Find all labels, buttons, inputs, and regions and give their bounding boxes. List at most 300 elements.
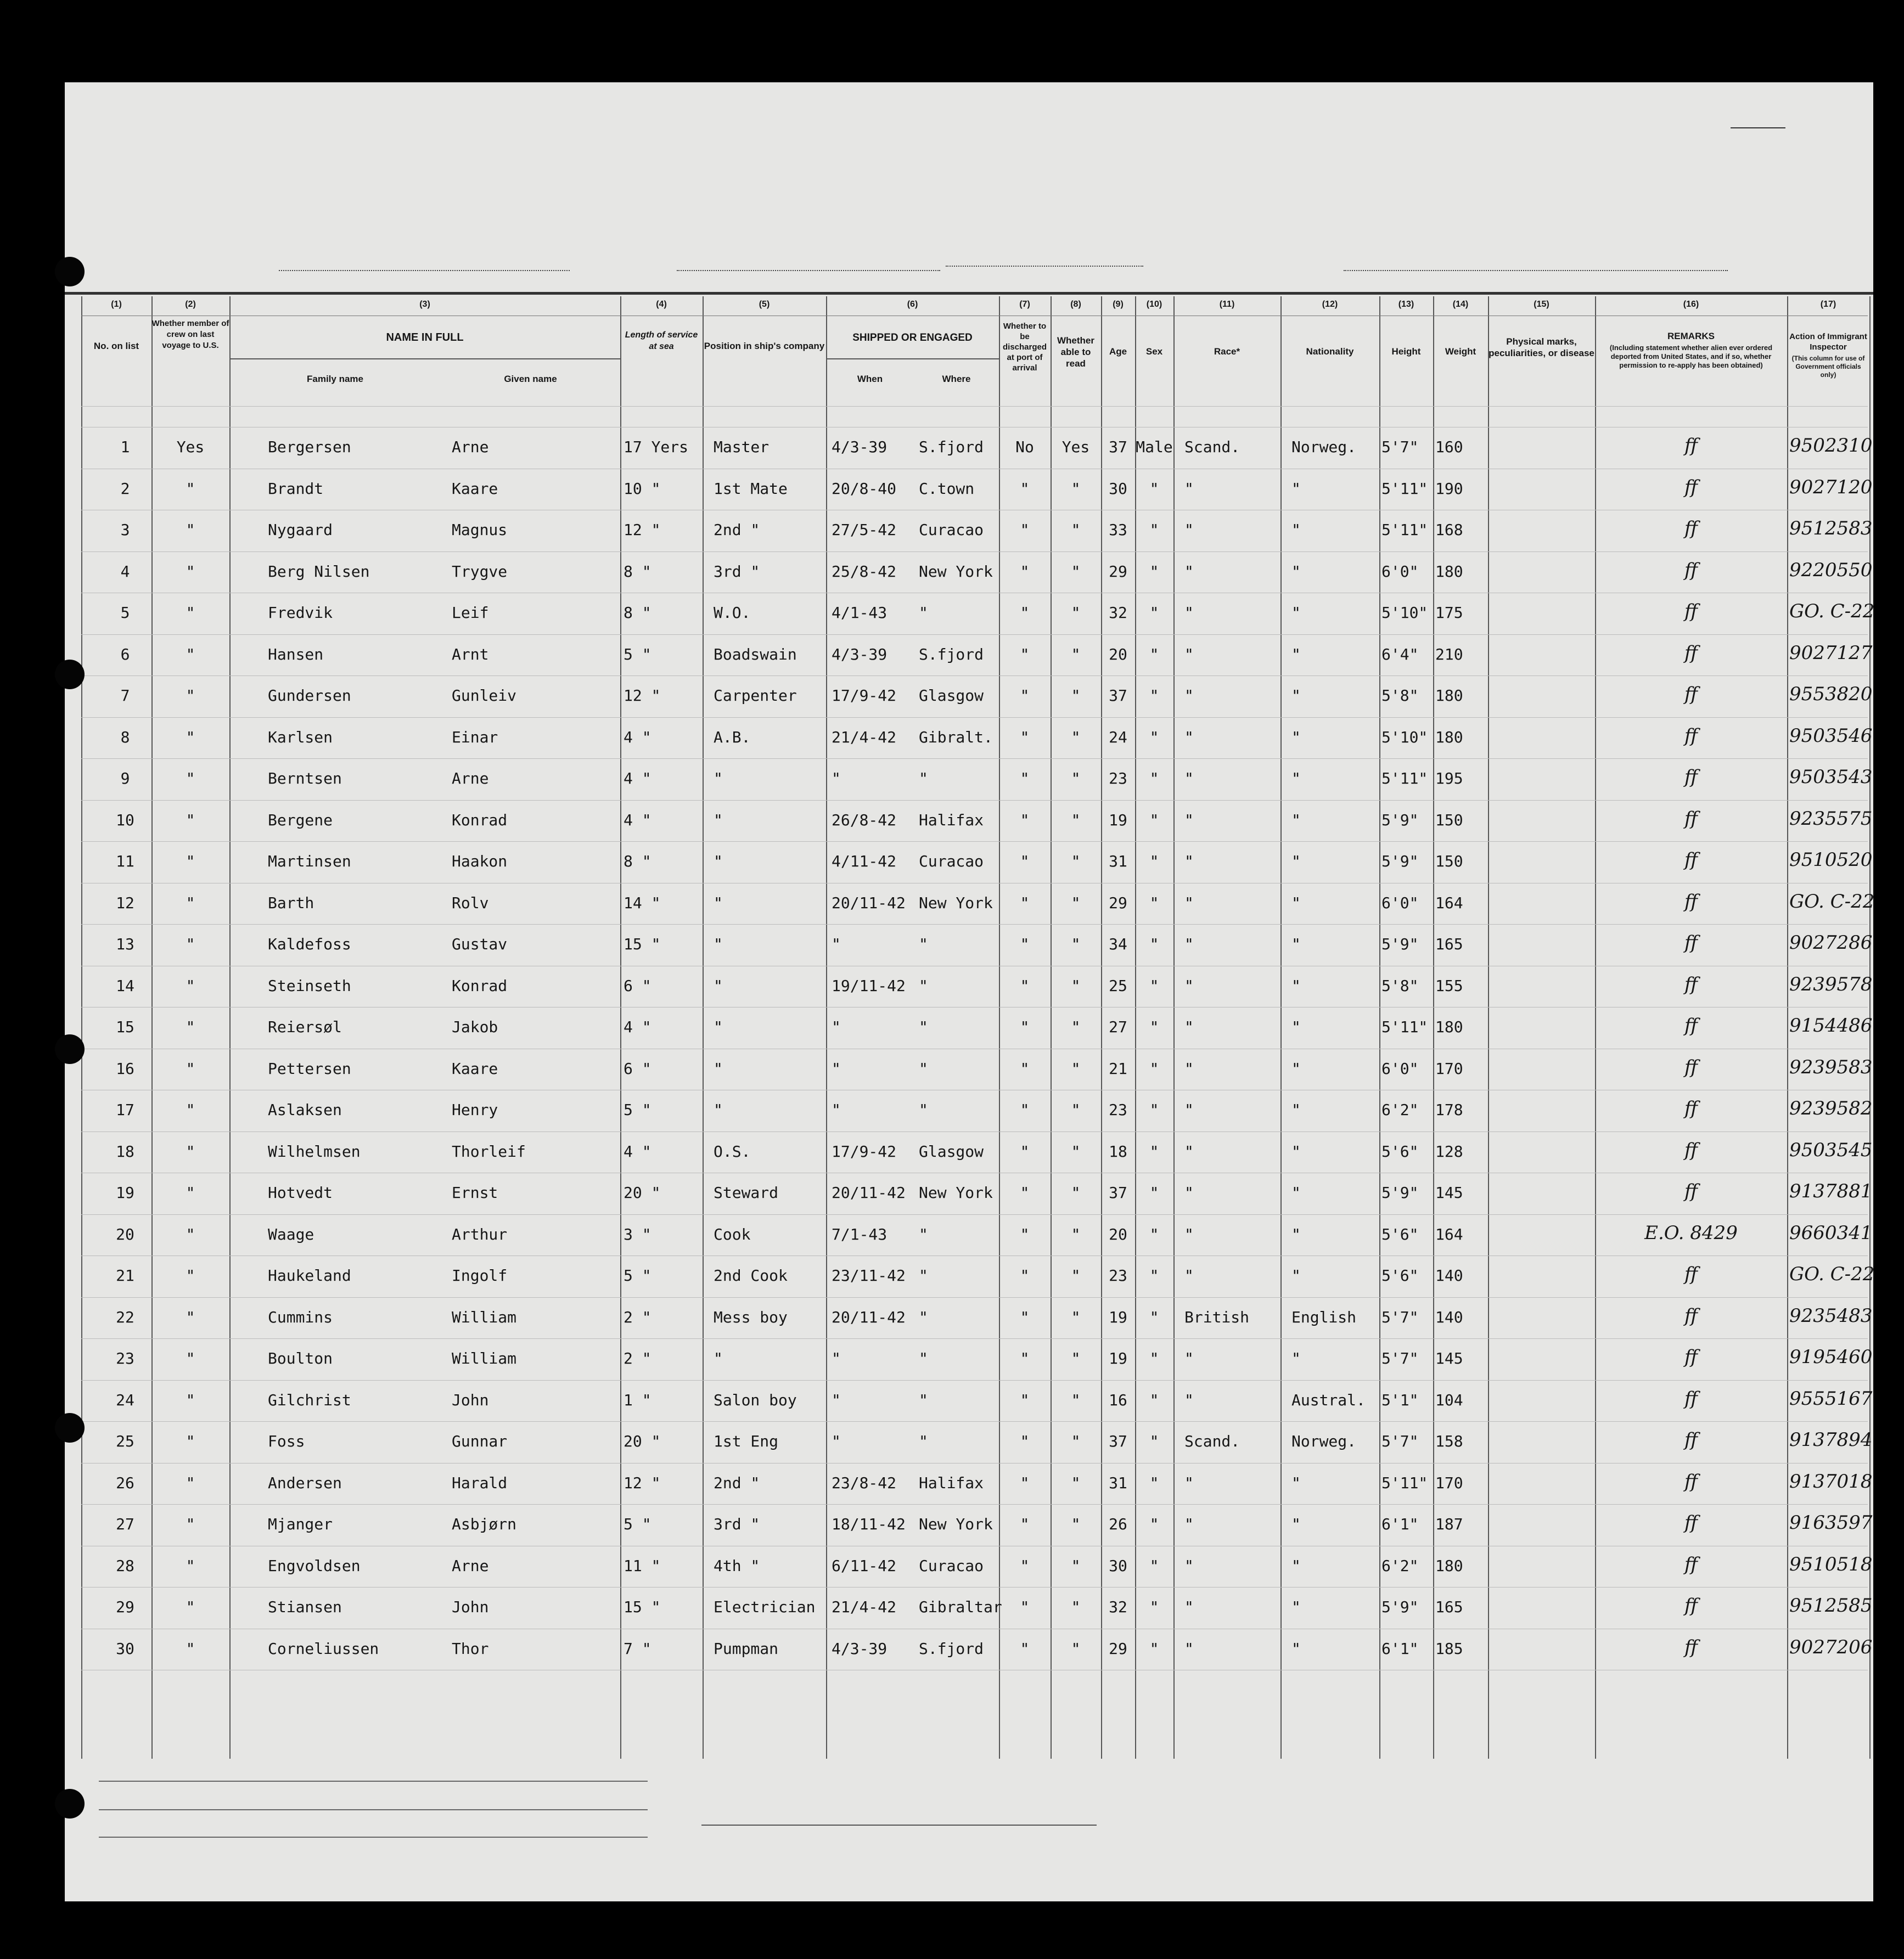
column-divider: [703, 296, 704, 1759]
sheet-number: [1731, 114, 1785, 133]
cell-read: ": [1071, 604, 1081, 622]
cell-given: Jakob: [452, 1018, 498, 1036]
column-number: (6): [907, 300, 918, 309]
cell-action: 9137894: [1789, 1429, 1873, 1451]
cell-age: 34: [1109, 935, 1127, 953]
cell-family: Martinsen: [268, 852, 351, 870]
cell-race: ": [1184, 479, 1194, 498]
cell-when: 20/11-42: [832, 1184, 906, 1202]
cell-when: 17/9-42: [832, 1142, 897, 1161]
cell-disch: ": [1020, 1266, 1030, 1285]
cell-remark: ff: [1684, 849, 1698, 871]
cell-race: ": [1184, 1018, 1194, 1036]
cell-position: O.S.: [714, 1142, 751, 1161]
cell-nat: Norweg.: [1291, 438, 1357, 456]
cell-disch: ": [1020, 1391, 1030, 1409]
cell-disch: ": [1020, 562, 1030, 581]
col-remarks: REMARKS: [1667, 331, 1715, 341]
cell-height: 5'11": [1381, 479, 1428, 498]
cell-action: 9027127: [1789, 641, 1873, 664]
cell-family: Barth: [268, 893, 314, 912]
col-sex: Sex: [1145, 346, 1163, 357]
cell-height: 5'11": [1381, 1018, 1428, 1036]
column-number: (8): [1070, 300, 1081, 309]
cell-when: 4/3-39: [832, 1639, 888, 1658]
line-underline: [99, 1781, 648, 1782]
cell-where: C.town: [919, 479, 975, 498]
cell-read: ": [1071, 893, 1081, 912]
cell-nat: ": [1291, 562, 1301, 581]
cell-given: Arne: [452, 769, 489, 787]
cell-weight: 168: [1435, 521, 1463, 539]
cell-position: ": [714, 769, 723, 787]
cell-family: Hotvedt: [268, 1184, 333, 1202]
col-when: When: [857, 374, 883, 384]
column-number: (13): [1398, 300, 1414, 309]
cell-race: ": [1184, 935, 1194, 953]
cell-where: S.fjord: [919, 438, 984, 456]
cell-member: ": [186, 604, 195, 622]
cell-disch: ": [1020, 479, 1030, 498]
cell-given: Gustav: [452, 935, 508, 953]
cell-given: William: [452, 1308, 517, 1326]
cell-when: 4/3-39: [832, 438, 888, 456]
cell-position: 3rd ": [714, 562, 760, 581]
cell-sex: ": [1149, 604, 1159, 622]
cell-disch: ": [1020, 1059, 1030, 1078]
cell-nat: ": [1291, 769, 1301, 787]
cell-nat: ": [1291, 1059, 1301, 1078]
cell-race: ": [1184, 1101, 1194, 1119]
col-remarks-sub: (Including statement whether alien ever ordered deported from United States, and if so, whether permission to re-apply has been obtained): [1609, 344, 1773, 369]
cell-height: 5'6": [1381, 1142, 1419, 1161]
col-no-on-list: No. on list: [93, 341, 139, 351]
cell-position: ": [714, 1101, 723, 1119]
cell-height: 5'1": [1381, 1391, 1419, 1409]
cell-height: 5'9": [1381, 1598, 1419, 1616]
cell-height: 5'10": [1381, 728, 1428, 746]
cell-member: ": [186, 1556, 195, 1575]
row-divider: [81, 758, 1868, 759]
cell-height: 6'2": [1381, 1556, 1419, 1575]
cell-member: ": [186, 1225, 195, 1243]
cell-no: 1: [120, 438, 130, 456]
cell-when: ": [832, 1018, 841, 1036]
cell-no: 17: [116, 1101, 134, 1119]
cell-action: 9510520: [1789, 849, 1873, 871]
binder-hole: [55, 257, 85, 286]
cell-nat: Norweg.: [1291, 1432, 1357, 1450]
cell-race: ": [1184, 1473, 1194, 1492]
column-number: (1): [111, 300, 122, 309]
cell-read: ": [1071, 935, 1081, 953]
cell-disch: ": [1020, 604, 1030, 622]
cell-weight: 170: [1435, 1473, 1463, 1492]
cell-race: ": [1184, 810, 1194, 829]
cell-position: Boadswain: [714, 645, 797, 663]
cell-sex: ": [1149, 976, 1159, 995]
cell-family: Boulton: [268, 1349, 333, 1367]
column-number: (9): [1113, 300, 1124, 309]
cell-action: 9195460: [1789, 1346, 1873, 1368]
cell-height: 6'1": [1381, 1639, 1419, 1658]
cell-sex: ": [1149, 1473, 1159, 1492]
cell-weight: 180: [1435, 1018, 1463, 1036]
col-nationality: Nationality: [1306, 346, 1354, 357]
row-divider: [81, 1587, 1868, 1588]
cell-age: 19: [1109, 1308, 1127, 1326]
cell-given: Thorleif: [452, 1142, 526, 1161]
cell-age: 32: [1109, 604, 1127, 622]
cell-read: ": [1071, 686, 1081, 705]
cell-when: 25/8-42: [832, 562, 897, 581]
cell-position: 2nd Cook: [714, 1266, 788, 1285]
cell-weight: 187: [1435, 1515, 1463, 1533]
cell-family: Brandt: [268, 479, 324, 498]
cell-when: ": [832, 769, 841, 787]
cell-disch: ": [1020, 935, 1030, 953]
column-divider: [1787, 296, 1788, 1759]
cell-family: Bergene: [268, 810, 333, 829]
cell-race: Scand.: [1184, 1432, 1240, 1450]
header-rule: [65, 292, 1873, 295]
cell-where: Halifax: [919, 810, 984, 829]
cell-disch: ": [1020, 976, 1030, 995]
cell-age: 32: [1109, 1598, 1127, 1616]
cell-family: Waage: [268, 1225, 314, 1243]
cell-when: 20/11-42: [832, 893, 906, 912]
cell-given: Ingolf: [452, 1266, 508, 1285]
row-divider: [81, 800, 1868, 801]
cell-family: Andersen: [268, 1473, 342, 1492]
cell-disch: ": [1020, 1184, 1030, 1202]
cell-nat: ": [1291, 1184, 1301, 1202]
cell-age: 29: [1109, 562, 1127, 581]
cell-no: 7: [120, 686, 130, 705]
cell-sex: ": [1149, 935, 1159, 953]
cell-height: 5'8": [1381, 686, 1419, 705]
cell-position: 2nd ": [714, 1473, 760, 1492]
cell-weight: 128: [1435, 1142, 1463, 1161]
cell-sex: ": [1149, 1639, 1159, 1658]
cell-member: ": [186, 521, 195, 539]
cell-remark: ff: [1684, 1470, 1698, 1493]
cell-when: 6/11-42: [832, 1556, 897, 1575]
cell-sex: ": [1149, 1391, 1159, 1409]
col-physical: Physical marks, peculiarities, or disease: [1489, 336, 1594, 358]
cell-sex: Male: [1136, 438, 1173, 456]
cell-when: ": [832, 935, 841, 953]
column-number: (10): [1146, 300, 1162, 309]
row-divider: [81, 675, 1868, 676]
cell-age: 27: [1109, 1018, 1127, 1036]
cell-height: 6'1": [1381, 1515, 1419, 1533]
binder-hole: [55, 660, 85, 689]
cell-disch: ": [1020, 1432, 1030, 1450]
cell-service: 8 ": [624, 852, 651, 870]
row-divider: [81, 1214, 1868, 1215]
cell-age: 23: [1109, 769, 1127, 787]
cell-read: ": [1071, 479, 1081, 498]
cell-race: ": [1184, 1266, 1194, 1285]
cell-when: 4/1-43: [832, 604, 888, 622]
cell-given: Magnus: [452, 521, 508, 539]
cell-member: ": [186, 1266, 195, 1285]
cell-nat: ": [1291, 1598, 1301, 1616]
cell-weight: 180: [1435, 686, 1463, 705]
cell-race: ": [1184, 1349, 1194, 1367]
cell-remark: ff: [1684, 932, 1698, 954]
cell-weight: 175: [1435, 604, 1463, 622]
cell-no: 28: [116, 1556, 134, 1575]
cell-age: 20: [1109, 645, 1127, 663]
cell-given: Ernst: [452, 1184, 498, 1202]
cell-read: ": [1071, 1515, 1081, 1533]
cell-height: 6'0": [1381, 1059, 1419, 1078]
cell-race: ": [1184, 1142, 1194, 1161]
cell-when: 20/11-42: [832, 1308, 906, 1326]
cell-weight: 150: [1435, 852, 1463, 870]
cell-no: 13: [116, 935, 134, 953]
cell-family: Berg Nilsen: [268, 562, 370, 581]
cell-where: New York: [919, 562, 993, 581]
col-shipped: SHIPPED OR ENGAGED: [852, 332, 973, 344]
cell-service: 11 ": [624, 1556, 661, 1575]
cell-read: ": [1071, 1473, 1081, 1492]
cell-where: ": [919, 1308, 928, 1326]
cell-given: John: [452, 1391, 489, 1409]
cell-when: ": [832, 1432, 841, 1450]
cell-action: 9239583: [1789, 1056, 1873, 1078]
cell-when: 27/5-42: [832, 521, 897, 539]
cell-disch: ": [1020, 521, 1030, 539]
col-where: Where: [942, 374, 971, 384]
cell-read: ": [1071, 810, 1081, 829]
cell-service: 5 ": [624, 645, 651, 663]
cell-action: 9503546: [1789, 724, 1873, 747]
cell-action: 9503545: [1789, 1139, 1873, 1161]
cell-family: Hansen: [268, 645, 324, 663]
cell-nat: ": [1291, 645, 1301, 663]
cell-when: ": [832, 1391, 841, 1409]
cell-disch: ": [1020, 1349, 1030, 1367]
cell-no: 29: [116, 1598, 134, 1616]
cell-remark: ff: [1684, 1387, 1698, 1410]
cell-member: ": [186, 1018, 195, 1036]
cell-age: 16: [1109, 1391, 1127, 1409]
cell-service: 4 ": [624, 810, 651, 829]
cell-age: 37: [1109, 438, 1127, 456]
cell-race: ": [1184, 1598, 1194, 1616]
cell-disch: No: [1015, 438, 1034, 456]
cell-sex: ": [1149, 562, 1159, 581]
cell-given: Arne: [452, 438, 489, 456]
cell-sex: ": [1149, 852, 1159, 870]
cell-service: 4 ": [624, 769, 651, 787]
row-divider: [81, 1297, 1868, 1298]
cell-family: Cummins: [268, 1308, 333, 1326]
col-height: Height: [1391, 346, 1421, 357]
cell-service: 10 ": [624, 479, 661, 498]
cell-service: 6 ": [624, 1059, 651, 1078]
cell-member: ": [186, 1639, 195, 1658]
cell-disch: ": [1020, 1308, 1030, 1326]
cell-sex: ": [1149, 810, 1159, 829]
cell-sex: ": [1149, 1308, 1159, 1326]
cell-service: 8 ": [624, 604, 651, 622]
cell-remark: ff: [1684, 1636, 1698, 1658]
cell-action: 9512585: [1789, 1595, 1873, 1617]
cell-nat: ": [1291, 1349, 1301, 1367]
cell-given: Rolv: [452, 893, 489, 912]
cell-disch: ": [1020, 852, 1030, 870]
cell-remark: ff: [1684, 683, 1698, 705]
cell-service: 7 ": [624, 1639, 651, 1658]
cell-member: ": [186, 1349, 195, 1367]
cell-member: ": [186, 479, 195, 498]
cell-remark: ff: [1684, 476, 1698, 498]
cell-member: ": [186, 935, 195, 953]
cell-weight: 185: [1435, 1639, 1463, 1658]
cell-position: 4th ": [714, 1556, 760, 1575]
cell-remark: ff: [1684, 766, 1698, 788]
cell-no: 18: [116, 1142, 134, 1161]
cell-where: ": [919, 1101, 928, 1119]
cell-height: 5'7": [1381, 438, 1419, 456]
cell-weight: 210: [1435, 645, 1463, 663]
cell-service: 6 ": [624, 976, 651, 995]
cell-weight: 190: [1435, 479, 1463, 498]
cell-sex: ": [1149, 1598, 1159, 1616]
cell-family: Stiansen: [268, 1598, 342, 1616]
col-length-service: Length of service at sea: [625, 330, 698, 351]
cell-service: 14 ": [624, 893, 661, 912]
header-underline: [826, 358, 999, 359]
cell-nat: ": [1291, 976, 1301, 995]
cell-remark: ff: [1684, 435, 1698, 457]
cell-age: 37: [1109, 1432, 1127, 1450]
cell-family: Nygaard: [268, 521, 333, 539]
cell-race: ": [1184, 562, 1194, 581]
cell-disch: ": [1020, 810, 1030, 829]
cell-race: ": [1184, 604, 1194, 622]
cell-service: 12 ": [624, 686, 661, 705]
cell-no: 11: [116, 852, 134, 870]
cell-given: Konrad: [452, 976, 508, 995]
cell-nat: ": [1291, 1515, 1301, 1533]
cell-service: 17 Yers: [624, 438, 689, 456]
cell-where: Glasgow: [919, 686, 984, 705]
cell-action: 9503543: [1789, 766, 1873, 788]
owners-underline: [99, 1809, 648, 1810]
cell-where: ": [919, 1018, 928, 1036]
cell-disch: ": [1020, 1101, 1030, 1119]
cell-action: GO. C-22: [1789, 890, 1875, 913]
cell-sex: ": [1149, 769, 1159, 787]
cell-family: Engvoldsen: [268, 1556, 361, 1575]
cell-race: ": [1184, 1184, 1194, 1202]
cell-service: 20 ": [624, 1432, 661, 1450]
cell-read: ": [1071, 1142, 1081, 1161]
cell-when: 4/11-42: [832, 852, 897, 870]
col-whether-member: Whether member of crew on last voyage to U.S.: [151, 319, 229, 350]
cell-no: 9: [120, 769, 130, 787]
cell-action: 9137018: [1789, 1470, 1873, 1493]
cell-read: ": [1071, 769, 1081, 787]
cell-service: 15 ": [624, 935, 661, 953]
cell-age: 21: [1109, 1059, 1127, 1078]
cell-read: ": [1071, 1308, 1081, 1326]
cell-sex: ": [1149, 686, 1159, 705]
cell-remark: ff: [1684, 1056, 1698, 1078]
cell-weight: 195: [1435, 769, 1463, 787]
cell-no: 15: [116, 1018, 134, 1036]
cell-member: Yes: [176, 438, 205, 456]
cell-no: 12: [116, 893, 134, 912]
cell-disch: ": [1020, 686, 1030, 705]
cell-sex: ": [1149, 1515, 1159, 1533]
cell-sex: ": [1149, 1225, 1159, 1243]
row-divider: [81, 406, 1868, 407]
cell-position: 2nd ": [714, 521, 760, 539]
cell-disch: ": [1020, 769, 1030, 787]
cell-disch: ": [1020, 645, 1030, 663]
cell-member: ": [186, 976, 195, 995]
cell-where: New York: [919, 1515, 993, 1533]
cell-family: Bergersen: [268, 438, 351, 456]
cell-no: 27: [116, 1515, 134, 1533]
cell-member: ": [186, 1142, 195, 1161]
cell-remark: ff: [1684, 1263, 1698, 1285]
cell-sex: ": [1149, 521, 1159, 539]
inspector-underline: [701, 1825, 1097, 1826]
row-divider: [81, 551, 1868, 552]
cell-no: 5: [120, 604, 130, 622]
cell-family: Haukeland: [268, 1266, 351, 1285]
cell-member: ": [186, 562, 195, 581]
cell-member: ": [186, 686, 195, 705]
cell-position: W.O.: [714, 604, 751, 622]
cell-family: Berntsen: [268, 769, 342, 787]
cell-no: 22: [116, 1308, 134, 1326]
cell-read: ": [1071, 1018, 1081, 1036]
cell-sex: ": [1149, 645, 1159, 663]
cell-nat: ": [1291, 893, 1301, 912]
cell-family: Karlsen: [268, 728, 333, 746]
cell-remark: ff: [1684, 807, 1698, 830]
cell-weight: 180: [1435, 728, 1463, 746]
cell-read: ": [1071, 645, 1081, 663]
row-divider: [81, 1338, 1868, 1339]
cell-family: Reiersøl: [268, 1018, 342, 1036]
cell-no: 25: [116, 1432, 134, 1450]
cell-action: 9027286: [1789, 932, 1873, 954]
cell-given: Leif: [452, 604, 489, 622]
cell-where: ": [919, 935, 928, 953]
cell-read: ": [1071, 562, 1081, 581]
cell-no: 4: [120, 562, 130, 581]
cell-service: 12 ": [624, 521, 661, 539]
cell-where: New York: [919, 893, 993, 912]
arrival-date-field: [946, 245, 1143, 267]
cell-where: ": [919, 769, 928, 787]
cell-disch: ": [1020, 1473, 1030, 1492]
cell-where: ": [919, 1225, 928, 1243]
cell-position: ": [714, 935, 723, 953]
cell-height: 5'10": [1381, 604, 1428, 622]
cell-race: ": [1184, 645, 1194, 663]
cell-race: ": [1184, 893, 1194, 912]
